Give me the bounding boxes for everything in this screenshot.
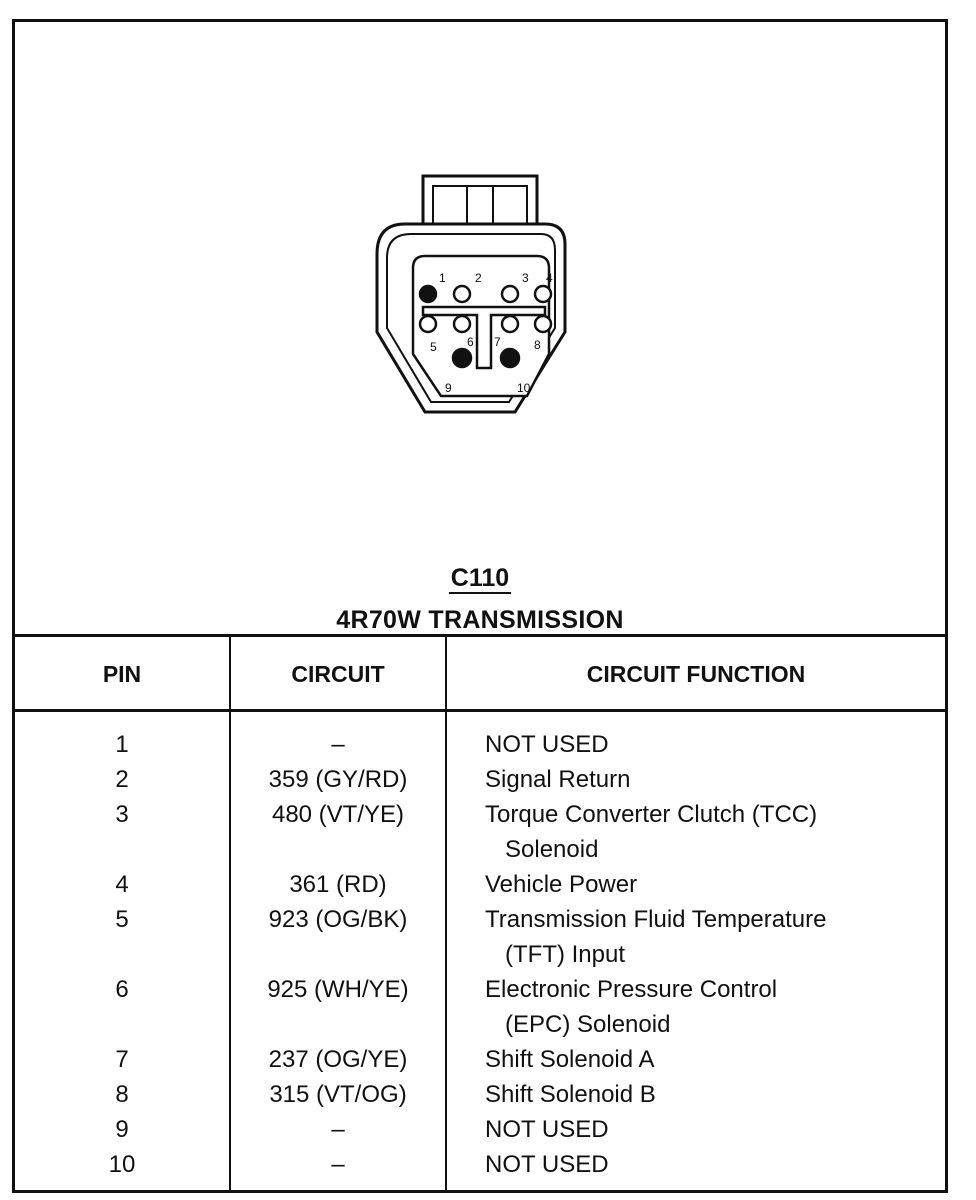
pin-cell: 9 <box>115 1116 129 1143</box>
table-row <box>15 972 945 1042</box>
table-body <box>15 727 945 1182</box>
pin-label-4: 4 <box>546 271 553 285</box>
table-row <box>15 1077 945 1112</box>
pin-2 <box>454 286 470 302</box>
connector-name: 4R70W TRANSMISSION <box>336 606 624 634</box>
pin-3 <box>502 286 518 302</box>
function-cell: NOT USED <box>485 1151 609 1178</box>
function-cell: Transmission Fluid Temperature <box>485 906 827 933</box>
pin-label-9: 9 <box>445 381 452 395</box>
pin-label-3: 3 <box>522 271 529 285</box>
pin-1 <box>420 286 436 302</box>
circuit-cell: 923 (OG/BK) <box>268 906 408 933</box>
pinout-table <box>15 634 945 1193</box>
table-row <box>15 1042 945 1077</box>
circuit-cell: – <box>331 1151 345 1178</box>
table-row <box>15 762 945 797</box>
pin-cell: 4 <box>115 871 129 898</box>
circuit-cell: – <box>331 731 345 758</box>
function-cell: Electronic Pressure Control <box>485 976 778 1003</box>
pin-cell: 5 <box>115 906 129 933</box>
function-cell-continued: (TFT) Input <box>505 941 626 968</box>
circuit-cell: – <box>331 1116 345 1143</box>
pin-label-10: 10 <box>517 381 531 395</box>
pin-label-6: 6 <box>467 335 474 349</box>
function-cell-continued: (EPC) Solenoid <box>505 1011 671 1038</box>
function-cell: Signal Return <box>485 766 631 793</box>
circuit-cell: 359 (GY/RD) <box>268 766 408 793</box>
table-row <box>15 797 945 867</box>
pin-cell: 10 <box>108 1151 136 1178</box>
pin-7 <box>502 316 518 332</box>
table-row <box>15 727 945 762</box>
function-cell: NOT USED <box>485 1116 609 1143</box>
pin-4 <box>535 286 551 302</box>
function-cell: Shift Solenoid A <box>485 1046 655 1073</box>
pin-label-7: 7 <box>494 335 501 349</box>
pin-label-1: 1 <box>439 271 446 285</box>
header-circuit: CIRCUIT <box>291 661 385 687</box>
circuit-cell: 480 (VT/YE) <box>271 801 405 828</box>
connector-diagram-area <box>15 22 945 634</box>
pin-cell: 7 <box>115 1046 129 1073</box>
table-row <box>15 902 945 972</box>
pin-cell: 8 <box>115 1081 129 1108</box>
circuit-cell: 237 (OG/YE) <box>268 1046 408 1073</box>
circuit-cell: 361 (RD) <box>289 871 387 898</box>
header-pin: PIN <box>102 661 142 687</box>
connector-id: C110 <box>450 564 510 592</box>
connector-id-caption <box>15 564 945 593</box>
pin-cell: 3 <box>115 801 129 828</box>
pin-10 <box>501 349 519 367</box>
function-cell: Vehicle Power <box>485 871 638 898</box>
pin-6 <box>454 316 470 332</box>
pin-9 <box>453 349 471 367</box>
table-row <box>15 867 945 902</box>
table-header-row <box>15 637 945 712</box>
header-circuit-function: CIRCUIT FUNCTION <box>586 661 806 687</box>
pin-cell: 1 <box>115 731 129 758</box>
pin-8 <box>535 316 551 332</box>
pin-cell: 2 <box>115 766 129 793</box>
pin-cell: 6 <box>115 976 129 1003</box>
pin-label-8: 8 <box>534 338 541 352</box>
pin-label-5: 5 <box>430 340 437 354</box>
table-row <box>15 1112 945 1147</box>
pin-5 <box>420 316 436 332</box>
diagram-frame <box>12 19 948 1193</box>
function-cell-continued: Solenoid <box>505 836 599 863</box>
function-cell: NOT USED <box>485 731 609 758</box>
pin-label-2: 2 <box>475 271 482 285</box>
circuit-cell: 315 (VT/OG) <box>269 1081 407 1108</box>
function-cell: Shift Solenoid B <box>485 1081 656 1108</box>
function-cell: Torque Converter Clutch (TCC) <box>485 801 818 828</box>
connector-face-drawing <box>355 162 575 422</box>
circuit-cell: 925 (WH/YE) <box>267 976 409 1003</box>
table-row <box>15 1147 945 1182</box>
